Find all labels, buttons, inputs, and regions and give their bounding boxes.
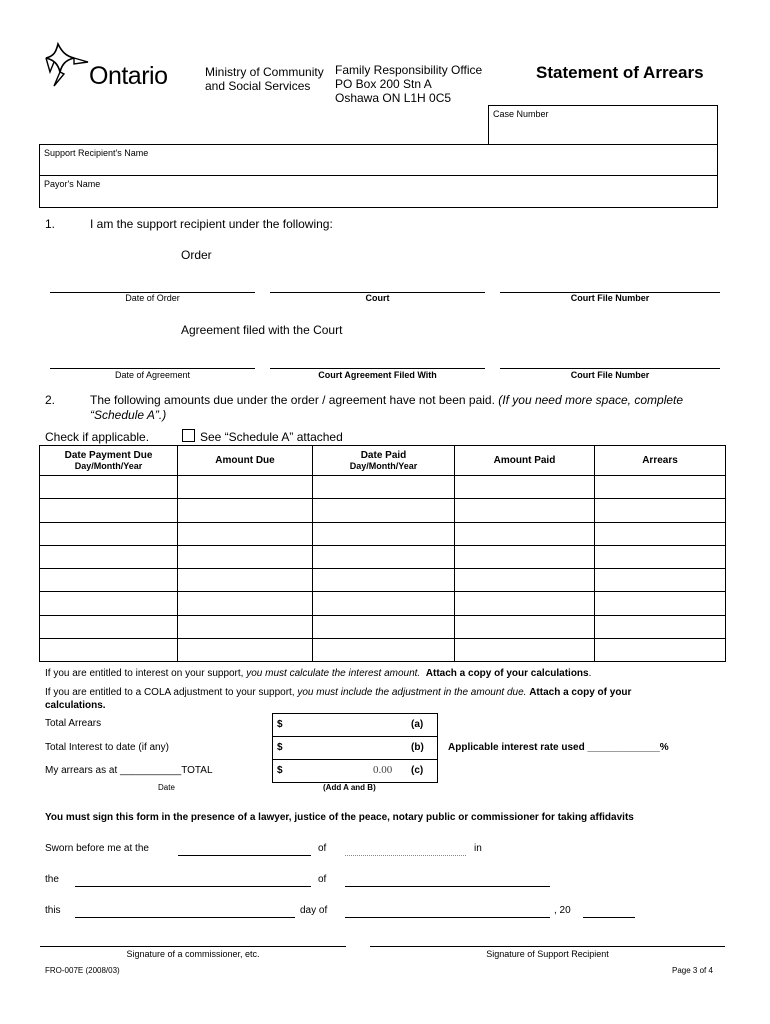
commissioner-signature-line[interactable] xyxy=(40,946,346,947)
year-line[interactable] xyxy=(583,917,635,918)
date-label: Date xyxy=(158,783,175,792)
court-file-number-label: Court File Number xyxy=(570,293,650,303)
section2-number: 2. xyxy=(45,393,56,407)
cell-date-payment-due[interactable] xyxy=(40,522,178,545)
sworn-of-line[interactable] xyxy=(345,855,466,856)
court-label: Court xyxy=(365,293,390,303)
trillium-icon xyxy=(44,42,92,88)
schedule-a-label: See “Schedule A” attached xyxy=(200,430,343,444)
table-row xyxy=(40,545,726,568)
cell-arrears[interactable] xyxy=(595,639,726,662)
cell-amount-paid[interactable] xyxy=(455,522,595,545)
cell-amount-paid[interactable] xyxy=(455,476,595,499)
date-of-order-label: Date of Order xyxy=(125,293,180,303)
the-label: the xyxy=(45,874,59,885)
total-field[interactable]: $ 0.00 (c) xyxy=(272,759,438,783)
page-number: Page 3 of 4 xyxy=(672,966,713,975)
payor-name-label: Payor's Name xyxy=(44,179,101,189)
cell-amount-paid[interactable] xyxy=(455,615,595,638)
cell-amount-due[interactable] xyxy=(178,615,313,638)
interest-rate-label[interactable]: Applicable interest rate used _____________% xyxy=(448,742,669,753)
cola-note: If you are entitled to a COLA adjustment to your support, you must include the adjustment in the amount due. Attach a copy of your calculations. xyxy=(45,687,632,711)
month-line[interactable] xyxy=(345,917,550,918)
cell-date-paid[interactable] xyxy=(313,592,455,615)
cell-date-payment-due[interactable] xyxy=(40,569,178,592)
schedule-a-checkbox[interactable] xyxy=(182,429,195,442)
total-arrears-field[interactable]: $ (a) xyxy=(272,713,438,737)
cell-arrears[interactable] xyxy=(595,615,726,638)
the-line[interactable] xyxy=(75,886,311,887)
cell-amount-paid[interactable] xyxy=(455,545,595,568)
total-arrears-label: Total Arrears xyxy=(45,718,102,729)
form-id: FRO-007E (2008/03) xyxy=(45,966,120,975)
interest-note: If you are entitled to interest on your support, you must calculate the interest amount. Attach a copy of your calculations. xyxy=(45,668,592,679)
recipient-name-label: Support Recipient's Name xyxy=(44,148,149,158)
in-label: in xyxy=(474,843,482,854)
cell-date-payment-due[interactable] xyxy=(40,592,178,615)
header-amount-due: Amount Due xyxy=(178,446,313,476)
cell-arrears[interactable] xyxy=(595,522,726,545)
year-prefix-label: , 20 xyxy=(554,905,571,916)
cell-date-paid[interactable] xyxy=(313,545,455,568)
of-line-2[interactable] xyxy=(345,886,550,887)
form-title: Statement of Arrears xyxy=(536,63,704,82)
cell-amount-due[interactable] xyxy=(178,569,313,592)
cell-date-payment-due[interactable] xyxy=(40,499,178,522)
payor-name-field[interactable] xyxy=(39,175,718,208)
total-value: 0.00 xyxy=(373,764,393,776)
case-number-field[interactable] xyxy=(488,105,718,145)
commissioner-signature-label: Signature of a commissioner, etc. xyxy=(126,949,260,959)
agreement-label: Agreement filed with the Court xyxy=(181,323,343,337)
section1-text: I am the support recipient under the following: xyxy=(90,217,333,231)
date-of-agreement-line[interactable] xyxy=(50,368,255,369)
cell-amount-due[interactable] xyxy=(178,499,313,522)
total-interest-label: Total Interest to date (if any) xyxy=(45,742,169,753)
recipient-signature-line[interactable] xyxy=(370,946,725,947)
cell-date-paid[interactable] xyxy=(313,522,455,545)
header-date-payment-due: Date Payment Due Day/Month/Year xyxy=(40,446,178,476)
cell-arrears[interactable] xyxy=(595,499,726,522)
table-header-row xyxy=(40,446,726,476)
cell-arrears[interactable] xyxy=(595,545,726,568)
cell-amount-paid[interactable] xyxy=(455,569,595,592)
cell-amount-due[interactable] xyxy=(178,639,313,662)
of-label-2: of xyxy=(318,874,327,885)
cell-date-paid[interactable] xyxy=(313,569,455,592)
office-address: Family Responsibility Office PO Box 200 Stn A Oshawa ON L1H 0C5 xyxy=(335,63,483,105)
cell-arrears[interactable] xyxy=(595,476,726,499)
ministry-name: Ministry of Community and Social Services xyxy=(205,65,324,93)
order-label: Order xyxy=(181,248,212,262)
cell-amount-paid[interactable] xyxy=(455,592,595,615)
court-file-number2-label: Court File Number xyxy=(570,370,650,380)
cell-amount-paid[interactable] xyxy=(455,639,595,662)
header-amount-paid: Amount Paid xyxy=(455,446,595,476)
table-row xyxy=(40,476,726,499)
cell-date-payment-due[interactable] xyxy=(40,545,178,568)
section1-number: 1. xyxy=(45,217,56,231)
table-row xyxy=(40,639,726,662)
cell-date-paid[interactable] xyxy=(313,639,455,662)
table-row xyxy=(40,592,726,615)
table-row xyxy=(40,522,726,545)
cell-amount-due[interactable] xyxy=(178,592,313,615)
my-arrears-label: My arrears as at ___________TOTAL xyxy=(45,765,213,776)
cell-date-paid[interactable] xyxy=(313,499,455,522)
cell-date-payment-due[interactable] xyxy=(40,476,178,499)
logo-text: Ontario xyxy=(89,62,168,90)
date-of-agreement-label: Date of Agreement xyxy=(114,370,191,380)
recipient-name-field[interactable] xyxy=(39,144,718,176)
table-row xyxy=(40,499,726,522)
this-label: this xyxy=(45,905,61,916)
court-agreement-label: Court Agreement Filed With xyxy=(318,370,437,380)
sworn-before-label: Sworn before me at the xyxy=(45,843,149,854)
this-day-line[interactable] xyxy=(75,917,295,918)
section2-text: The following amounts due under the order / agreement have not been paid. (If you need more space, complete “Schedule A”.) xyxy=(90,393,684,422)
case-number-label: Case Number xyxy=(493,109,549,119)
cell-date-paid[interactable] xyxy=(313,615,455,638)
cell-amount-due[interactable] xyxy=(178,545,313,568)
header-arrears: Arrears xyxy=(595,446,726,476)
recipient-signature-label: Signature of Support Recipient xyxy=(486,949,609,959)
table-row xyxy=(40,615,726,638)
cell-arrears[interactable] xyxy=(595,592,726,615)
ontario-logo xyxy=(44,42,184,92)
cell-amount-due[interactable] xyxy=(178,476,313,499)
court-agreement-line[interactable] xyxy=(270,368,485,369)
check-applicable-label: Check if applicable. xyxy=(45,430,150,444)
arrears-table xyxy=(39,445,726,662)
total-interest-field[interactable]: $ (b) xyxy=(272,736,438,760)
cell-date-payment-due[interactable] xyxy=(40,615,178,638)
add-a-b-note: (Add A and B) xyxy=(323,783,376,792)
cell-amount-paid[interactable] xyxy=(455,499,595,522)
cell-date-paid[interactable] xyxy=(313,476,455,499)
table-row xyxy=(40,569,726,592)
header-date-paid: Date Paid Day/Month/Year xyxy=(313,446,455,476)
of-label-1: of xyxy=(318,843,327,854)
day-of-label: day of xyxy=(300,905,328,916)
sworn-location-line[interactable] xyxy=(178,855,311,856)
sign-warning: You must sign this form in the presence of a lawyer, justice of the peace, notary public or commissioner for taking affidavits xyxy=(45,812,634,823)
cell-arrears[interactable] xyxy=(595,569,726,592)
cell-date-payment-due[interactable] xyxy=(40,639,178,662)
court-file-number2-line[interactable] xyxy=(500,368,720,369)
cell-amount-due[interactable] xyxy=(178,522,313,545)
